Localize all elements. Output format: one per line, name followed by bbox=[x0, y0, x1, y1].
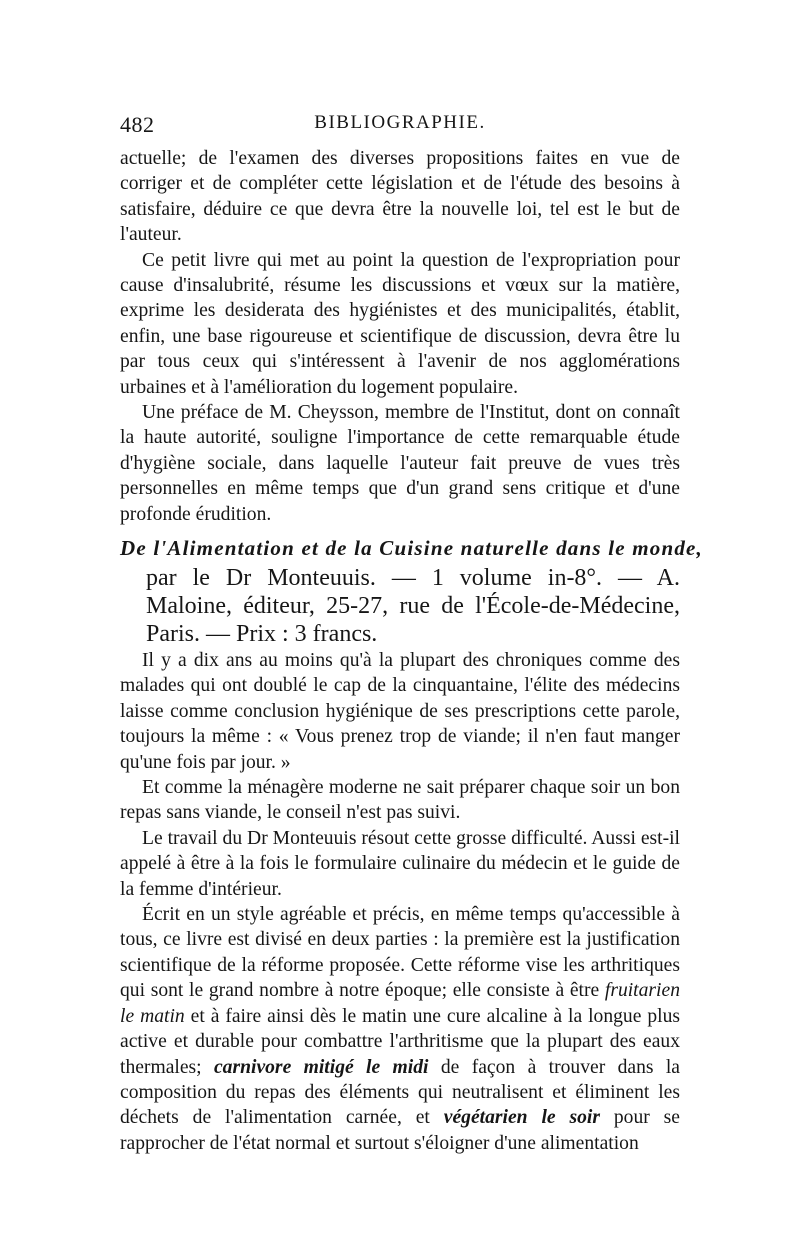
previous-review-text bbox=[120, 146, 680, 527]
paragraph: actuelle; de l'examen des diverses propositions faites en vue de corriger et de compléter cette législation et de l'étude des besoins à satisfaire, déduire ce que devra être la nouvelle loi, tel est le but de l'auteur. bbox=[120, 148, 680, 246]
review-heading bbox=[120, 534, 704, 648]
paragraph: Le travail du Dr Monteuuis résout cette grosse difficulté. Aussi est-il appelé à être à la fois le formulaire culinaire du médecin et le guide de la femme d'intérieur. bbox=[120, 827, 680, 900]
paragraph: Et comme la ménagère moderne ne sait préparer chaque soir un bon repas sans viande, le conseil n'est pas suivi. bbox=[120, 777, 680, 824]
review-details: par le Dr Monteuuis. — 1 volume in-8°. — A. Maloine, éditeur, 25-27, rue de l'École-de-Médecine, Paris. — Prix : 3 francs. bbox=[146, 565, 680, 647]
page-number: 482 bbox=[120, 112, 155, 137]
text-run: pour se rapprocher de l'état normal et surtout s'éloigner d'une alimentation bbox=[120, 1107, 680, 1154]
paragraph: Ce petit livre qui met au point la question de l'expropriation pour cause d'insalubrité, résume les discussions et vœux sur la matière, exprime les desiderata des hygiénistes et des municipalités, établit, enfin, une base rigoureuse et scientifique de discussion, devra être lu par tous ceux qui s'intéressent à l'avenir de nos agglomérations urbaines et à l'amélioration du logement populaire. bbox=[120, 249, 680, 398]
text-run: et à faire ainsi dès le matin une cure alcaline à la longue plus active et durable pour combattre l'arthritisme que la plupart des eaux thermales; bbox=[120, 1005, 681, 1078]
italic-phrase: végétarien le soir bbox=[443, 1107, 600, 1129]
italic-phrase: fruitarien le matin bbox=[120, 980, 680, 1027]
paragraph bbox=[120, 902, 680, 1156]
text-run: de façon à trouver dans la composition du repas des éléments qui neutralisent et éliminent les déchets de l'alimentation carnée, et bbox=[120, 1056, 680, 1129]
text-run: Écrit en un style agréable et précis, en même temps qu'accessible à tous, ce livre est divisé en deux parties : la première est la justification scientifique de la réforme proposée. Cette réforme vise les arthritiques qui sont le grand nombre à notre époque; elle consiste à être bbox=[120, 904, 680, 1002]
review-text bbox=[120, 648, 680, 1156]
review-title: De l'Alimentation et de la Cuisine naturelle dans le monde, bbox=[120, 536, 704, 560]
paragraph: Une préface de M. Cheysson, membre de l'Institut, dont on connaît la haute autorité, souligne l'importance de cette remarquable étude d'hygiène sociale, dans laquelle l'auteur fait preuve de vues très personnelles en même temps que d'un grand sens critique et d'une profonde érudition. bbox=[120, 402, 680, 525]
running-title: BIBLIOGRAPHIE. bbox=[314, 112, 486, 133]
page-header bbox=[120, 112, 680, 142]
italic-phrase: carnivore mitigé le midi bbox=[213, 1056, 429, 1078]
paragraph: Il y a dix ans au moins qu'à la plupart des chroniques comme des malades qui ont doublé le cap de la cinquantaine, l'élite des médecins laisse comme conclusion hygiénique de ses prescriptions cette parole, toujours la même : « Vous prenez trop de viande; il n'en faut manger qu'une fois par jour. » bbox=[120, 650, 680, 773]
